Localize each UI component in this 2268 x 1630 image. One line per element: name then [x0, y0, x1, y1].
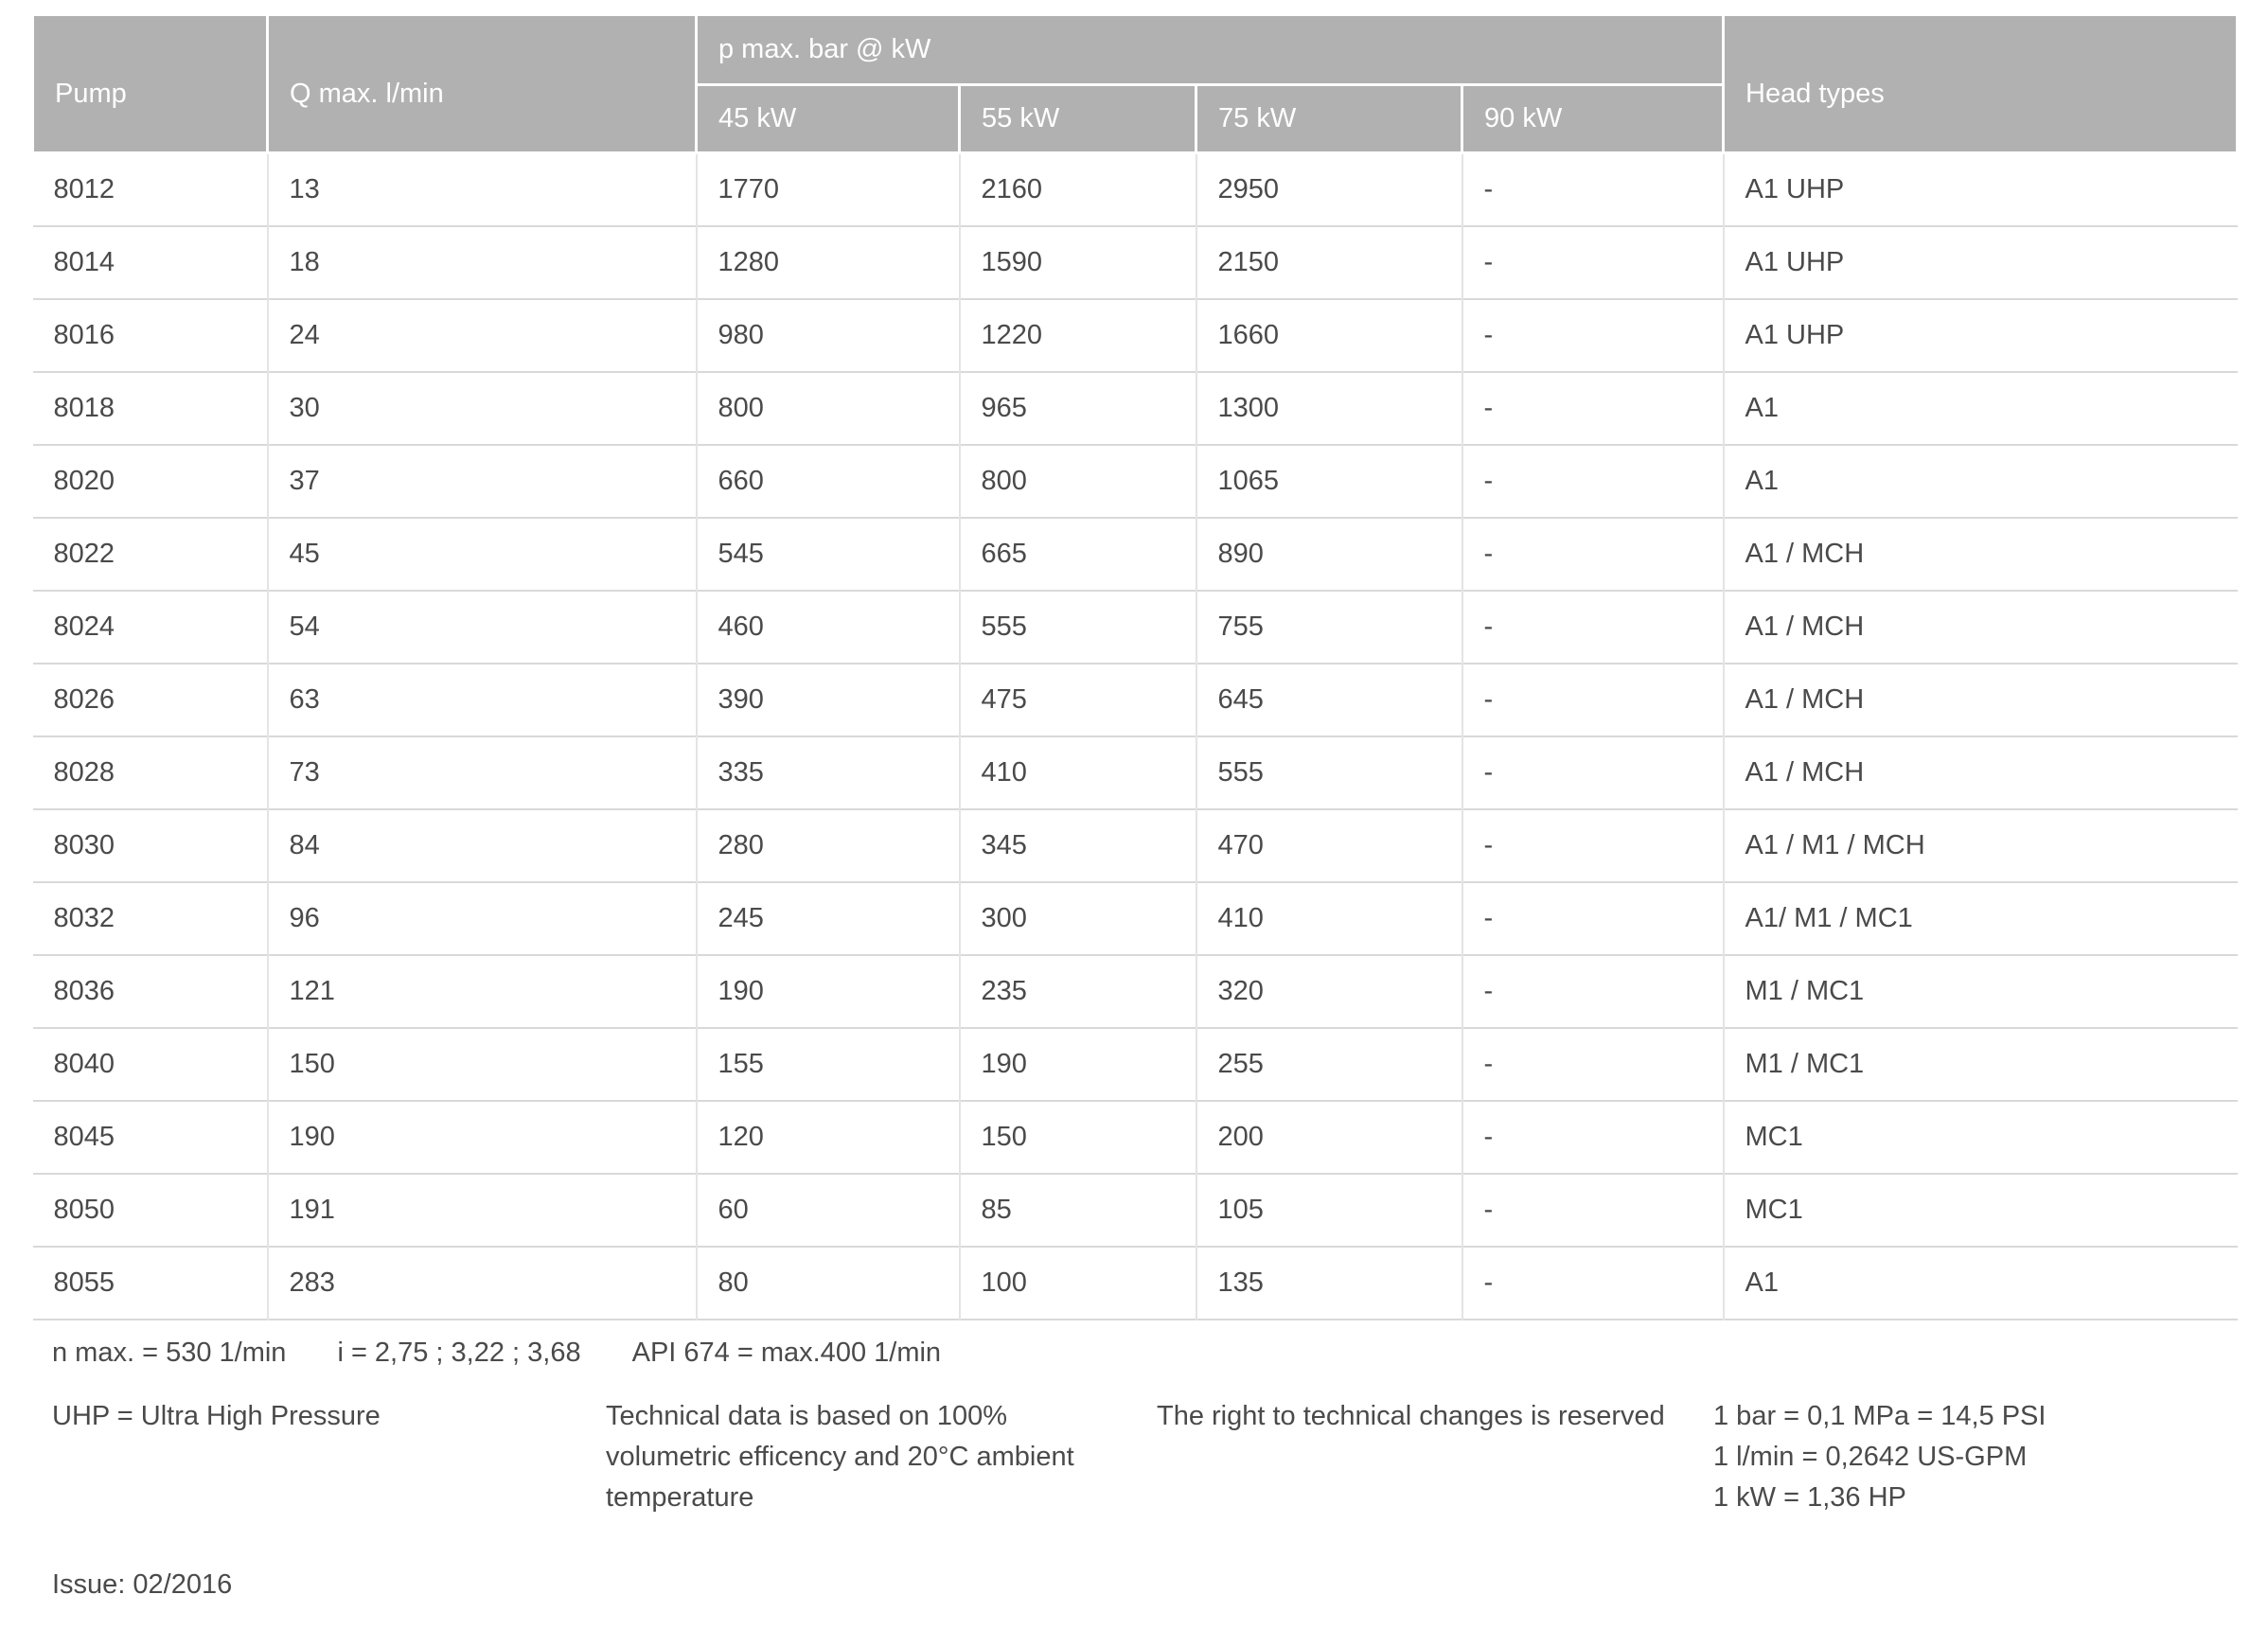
cell-kw75: 410 — [1196, 882, 1462, 955]
cell-head: A1 / MCH — [1724, 736, 2238, 809]
cell-head: A1 / MCH — [1724, 591, 2238, 664]
cell-kw90: - — [1462, 1101, 1724, 1174]
cell-kw90: - — [1462, 1247, 1724, 1320]
cell-kw90: - — [1462, 736, 1724, 809]
header-cell-pump: Pump — [33, 15, 268, 153]
cell-kw90: - — [1462, 226, 1724, 299]
cell-head: A1 — [1724, 1247, 2238, 1320]
cell-head: A1 UHP — [1724, 226, 2238, 299]
cell-kw55: 1220 — [960, 299, 1196, 372]
cell-head: M1 / MC1 — [1724, 955, 2238, 1028]
cell-kw75: 1300 — [1196, 372, 1462, 445]
cell-head: M1 / MC1 — [1724, 1028, 2238, 1101]
footnote-technical — [606, 1396, 1157, 1518]
table-row — [33, 591, 2238, 664]
cell-kw75: 470 — [1196, 809, 1462, 882]
cell-q-max: 84 — [268, 809, 697, 882]
cell-kw75: 200 — [1196, 1101, 1462, 1174]
cell-head: A1 UHP — [1724, 299, 2238, 372]
cell-q-max: 191 — [268, 1174, 697, 1247]
cell-pump: 8014 — [33, 226, 268, 299]
cell-kw45: 545 — [697, 518, 960, 591]
cell-kw45: 390 — [697, 664, 960, 736]
cell-kw90: - — [1462, 1174, 1724, 1247]
cell-kw75: 2950 — [1196, 153, 1462, 226]
cell-kw45: 245 — [697, 882, 960, 955]
cell-pump: 8036 — [33, 955, 268, 1028]
table-row — [33, 736, 2238, 809]
header-cell-90kw: 90 kW — [1462, 85, 1724, 153]
table-header — [33, 15, 2238, 153]
cell-kw75: 135 — [1196, 1247, 1462, 1320]
table-row — [33, 1028, 2238, 1101]
header-cell-pmax-group: p max. bar @ kW — [697, 15, 1724, 85]
cell-kw55: 800 — [960, 445, 1196, 518]
table-row — [33, 445, 2238, 518]
cell-kw75: 1065 — [1196, 445, 1462, 518]
cell-q-max: 73 — [268, 736, 697, 809]
cell-pump: 8024 — [33, 591, 268, 664]
cell-kw45: 155 — [697, 1028, 960, 1101]
cell-pump: 8018 — [33, 372, 268, 445]
note-api: API 674 = max.400 1/min — [631, 1337, 942, 1368]
note-ratio: i = 2,75 ; 3,22 ; 3,68 — [337, 1337, 581, 1368]
cell-pump: 8032 — [33, 882, 268, 955]
cell-pump: 8012 — [33, 153, 268, 226]
cell-kw45: 1770 — [697, 153, 960, 226]
cell-pump: 8020 — [33, 445, 268, 518]
cell-kw45: 980 — [697, 299, 960, 372]
cell-pump: 8030 — [33, 809, 268, 882]
cell-q-max: 24 — [268, 299, 697, 372]
table-row — [33, 955, 2238, 1028]
table-row — [33, 1247, 2238, 1320]
cell-q-max: 45 — [268, 518, 697, 591]
cell-q-max: 96 — [268, 882, 697, 955]
cell-kw45: 280 — [697, 809, 960, 882]
conversion-lmin: 1 l/min = 0,2642 US-GPM — [1713, 1441, 2028, 1472]
cell-kw75: 2150 — [1196, 226, 1462, 299]
cell-kw55: 965 — [960, 372, 1196, 445]
footnotes-row — [52, 1396, 2268, 1518]
cell-kw75: 555 — [1196, 736, 1462, 809]
cell-kw75: 755 — [1196, 591, 1462, 664]
cell-kw90: - — [1462, 372, 1724, 445]
header-cell-45kw: 45 kW — [697, 85, 960, 153]
cell-kw90: - — [1462, 809, 1724, 882]
cell-kw55: 85 — [960, 1174, 1196, 1247]
cell-kw90: - — [1462, 518, 1724, 591]
cell-q-max: 37 — [268, 445, 697, 518]
cell-pump: 8045 — [33, 1101, 268, 1174]
issue-label: Issue: 02/2016 — [52, 1568, 233, 1600]
table-row — [33, 882, 2238, 955]
cell-head: A1/ M1 / MC1 — [1724, 882, 2238, 955]
note-n-max: n max. = 530 1/min — [52, 1337, 287, 1368]
cell-kw90: - — [1462, 445, 1724, 518]
cell-kw75: 890 — [1196, 518, 1462, 591]
cell-q-max: 283 — [268, 1247, 697, 1320]
conversion-kw: 1 kW = 1,36 HP — [1713, 1481, 1906, 1513]
cell-head: MC1 — [1724, 1174, 2238, 1247]
cell-kw45: 190 — [697, 955, 960, 1028]
cell-head: A1 UHP — [1724, 153, 2238, 226]
cell-head: A1 / MCH — [1724, 664, 2238, 736]
cell-kw75: 255 — [1196, 1028, 1462, 1101]
cell-q-max: 54 — [268, 591, 697, 664]
cell-kw55: 2160 — [960, 153, 1196, 226]
conversion-bar: 1 bar = 0,1 MPa = 14,5 PSI — [1713, 1400, 2047, 1431]
cell-kw55: 235 — [960, 955, 1196, 1028]
footnote-technical-text: Technical data is based on 100% volumetric efficency and 20°C ambient temperature — [606, 1400, 1074, 1513]
table-row — [33, 226, 2238, 299]
cell-head: MC1 — [1724, 1101, 2238, 1174]
cell-pump: 8022 — [33, 518, 268, 591]
cell-kw75: 105 — [1196, 1174, 1462, 1247]
cell-kw45: 660 — [697, 445, 960, 518]
cell-kw55: 300 — [960, 882, 1196, 955]
cell-kw75: 645 — [1196, 664, 1462, 736]
cell-kw55: 410 — [960, 736, 1196, 809]
cell-kw90: - — [1462, 664, 1724, 736]
cell-head: A1 — [1724, 372, 2238, 445]
cell-kw90: - — [1462, 955, 1724, 1028]
cell-q-max: 13 — [268, 153, 697, 226]
cell-kw55: 150 — [960, 1101, 1196, 1174]
cell-kw55: 100 — [960, 1247, 1196, 1320]
cell-kw45: 460 — [697, 591, 960, 664]
header-cell-75kw: 75 kW — [1196, 85, 1462, 153]
cell-kw45: 60 — [697, 1174, 960, 1247]
table-row — [33, 809, 2238, 882]
footnote-rights: The right to technical changes is reserved — [1157, 1400, 1665, 1431]
cell-q-max: 121 — [268, 955, 697, 1028]
table-row — [33, 299, 2238, 372]
header-cell-qmax: Q max. l/min — [268, 15, 697, 153]
cell-kw90: - — [1462, 882, 1724, 955]
cell-pump: 8055 — [33, 1247, 268, 1320]
cell-q-max: 150 — [268, 1028, 697, 1101]
cell-kw55: 665 — [960, 518, 1196, 591]
cell-kw55: 190 — [960, 1028, 1196, 1101]
cell-pump: 8040 — [33, 1028, 268, 1101]
cell-head: A1 — [1724, 445, 2238, 518]
table-row — [33, 372, 2238, 445]
footnote-uhp: UHP = Ultra High Pressure — [52, 1400, 381, 1431]
header-group-row — [33, 15, 2238, 85]
cell-q-max: 63 — [268, 664, 697, 736]
cell-kw75: 320 — [1196, 955, 1462, 1028]
pump-spec-table — [31, 13, 2239, 1320]
cell-kw90: - — [1462, 1028, 1724, 1101]
cell-kw45: 120 — [697, 1101, 960, 1174]
cell-kw55: 555 — [960, 591, 1196, 664]
table-body — [33, 153, 2238, 1320]
table-row — [33, 1101, 2238, 1174]
cell-pump: 8026 — [33, 664, 268, 736]
header-cell-head-types: Head types — [1724, 15, 2238, 153]
table-row — [33, 518, 2238, 591]
cell-kw75: 1660 — [1196, 299, 1462, 372]
table-row — [33, 1174, 2238, 1247]
table-row — [33, 664, 2238, 736]
cell-head: A1 / M1 / MCH — [1724, 809, 2238, 882]
cell-kw55: 1590 — [960, 226, 1196, 299]
cell-kw90: - — [1462, 299, 1724, 372]
cell-q-max: 190 — [268, 1101, 697, 1174]
cell-kw90: - — [1462, 591, 1724, 664]
header-cell-55kw: 55 kW — [960, 85, 1196, 153]
cell-pump: 8016 — [33, 299, 268, 372]
cell-kw45: 80 — [697, 1247, 960, 1320]
cell-pump: 8028 — [33, 736, 268, 809]
cell-kw45: 335 — [697, 736, 960, 809]
cell-kw55: 345 — [960, 809, 1196, 882]
footnote-conversions — [1713, 1396, 2268, 1518]
cell-kw45: 1280 — [697, 226, 960, 299]
cell-kw90: - — [1462, 153, 1724, 226]
cell-kw55: 475 — [960, 664, 1196, 736]
cell-head: A1 / MCH — [1724, 518, 2238, 591]
spec-note-line — [52, 1336, 2268, 1370]
cell-q-max: 30 — [268, 372, 697, 445]
cell-q-max: 18 — [268, 226, 697, 299]
cell-pump: 8050 — [33, 1174, 268, 1247]
cell-kw45: 800 — [697, 372, 960, 445]
table-row — [33, 153, 2238, 226]
